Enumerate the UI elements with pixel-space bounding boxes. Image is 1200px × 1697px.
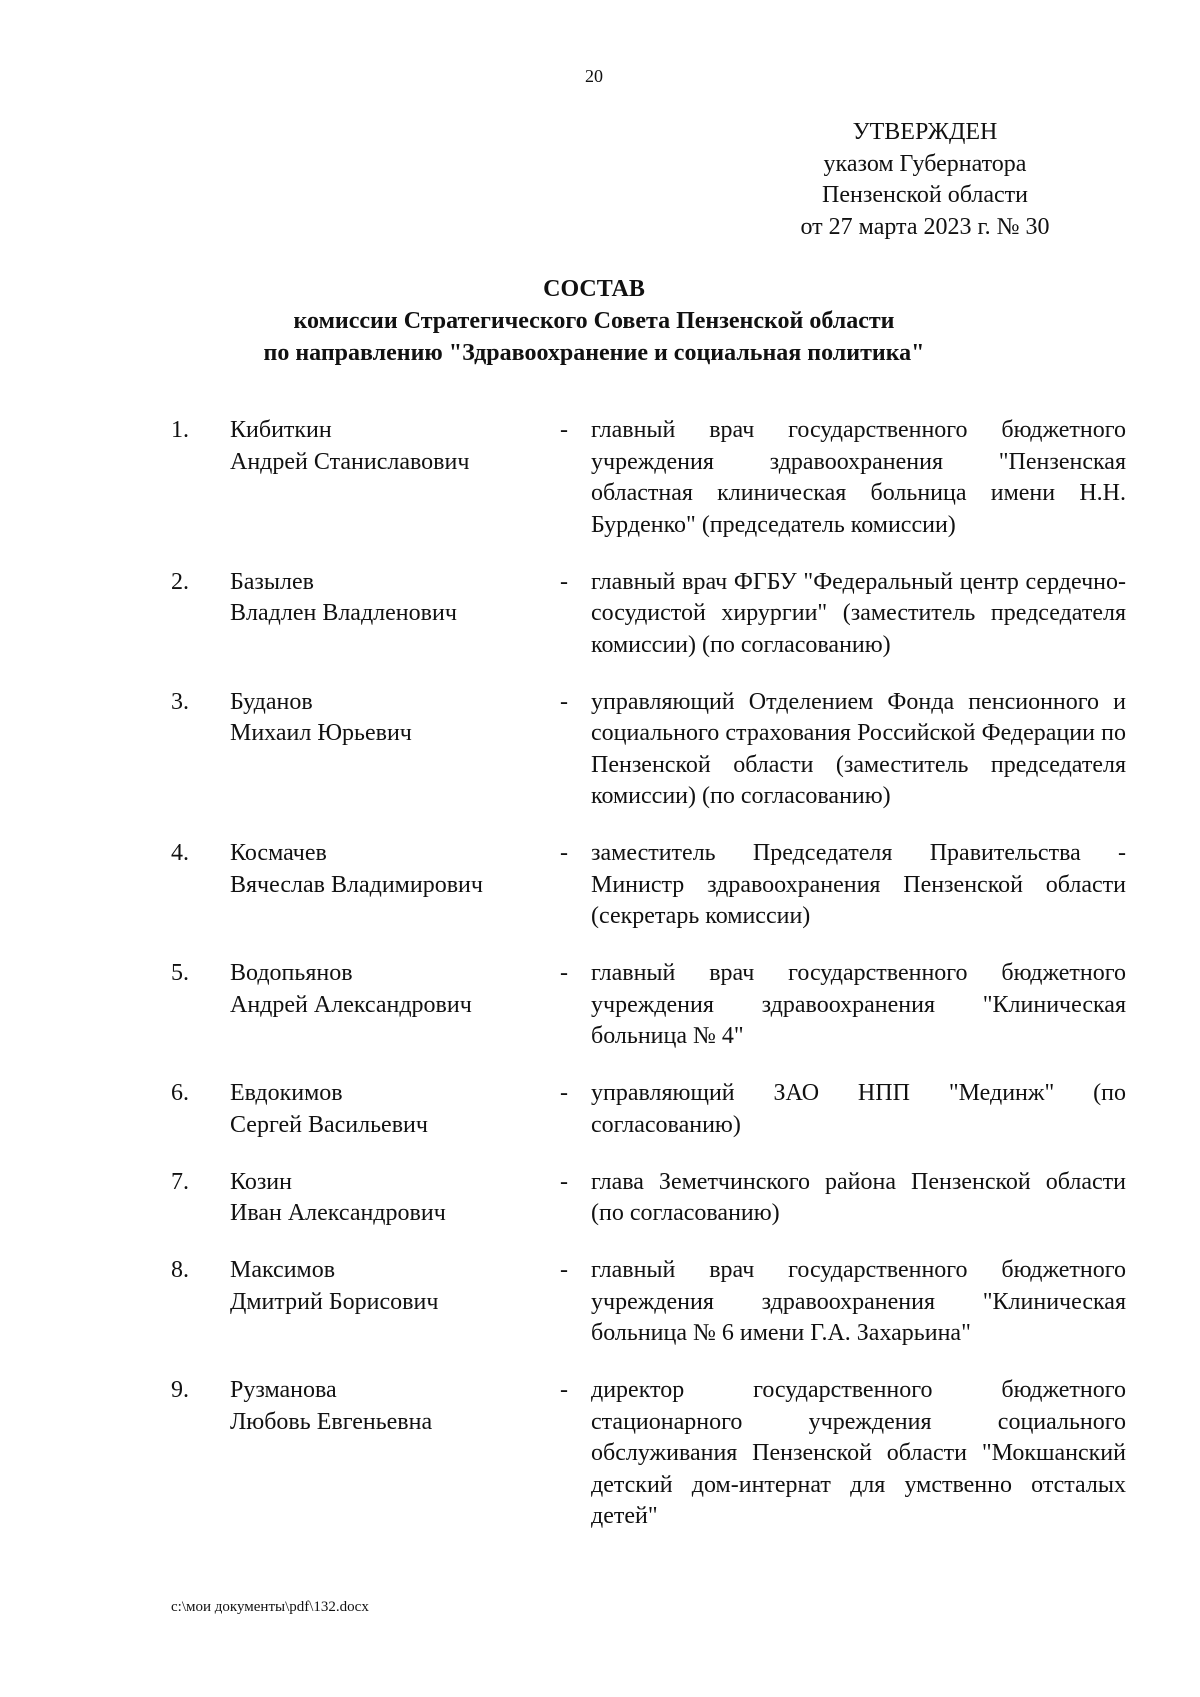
- member-given-names: Иван Александрович: [230, 1200, 446, 1226]
- member-given-names: Сергей Васильевич: [230, 1111, 428, 1138]
- dash-separator: -: [560, 568, 568, 595]
- dash-separator: -: [560, 1080, 568, 1106]
- dash-separator: -: [560, 1257, 568, 1283]
- approval-line-1: УТВЕРЖДЕН: [852, 119, 998, 145]
- member-number: 7.: [171, 1168, 189, 1195]
- member-row: [0, 1255, 1200, 1350]
- member-given-names: Владлен Владленович: [230, 600, 457, 626]
- member-given-names: Андрей Александрович: [230, 991, 472, 1018]
- member-given-names: Дмитрий Борисович: [230, 1288, 439, 1315]
- member-number: 6.: [171, 1080, 189, 1106]
- approval-line-4: от 27 марта 2023 г. № 30: [800, 213, 1050, 240]
- footer-file-path: c:\мои документы\pdf\132.docx: [171, 1599, 369, 1615]
- member-name: [230, 1078, 550, 1141]
- title-line-2: комиссии Стратегического Совета Пензенской области: [293, 308, 895, 334]
- member-name: [230, 1167, 550, 1230]
- member-surname: Космачев: [230, 840, 327, 866]
- member-name: [230, 1375, 550, 1438]
- dash-separator: -: [560, 688, 568, 715]
- member-number: 8.: [171, 1257, 189, 1283]
- member-surname: Кибиткин: [230, 417, 332, 443]
- approval-line-2: указом Губернатора: [823, 150, 1027, 177]
- member-given-names: Андрей Станиславович: [230, 448, 470, 475]
- document-title: [0, 273, 1188, 369]
- member-position: управляющий Отделением Фонда пенсионного и социального страхования Российской Федерации по Пензенской области (заместитель председателя комиссии) (по согласованию): [591, 688, 1126, 809]
- dash-separator: -: [560, 1168, 568, 1195]
- member-position: директор государственного бюджетного стационарного учреждения социального обслуживания Пензенской области "Мокшанский детский дом-интернат для умственно отсталых детей": [591, 1377, 1126, 1529]
- member-position: главный врач государственного бюджетного учреждения здравоохранения "Пензенская областная клиническая больница имени Н.Н. Бурденко" (председатель комиссии): [591, 417, 1126, 538]
- member-surname: Буданов: [230, 688, 313, 715]
- member-number: 2.: [171, 568, 189, 595]
- member-surname: Водопьянов: [230, 960, 353, 986]
- title-line-1: СОСТАВ: [543, 276, 645, 302]
- member-number: 9.: [171, 1377, 189, 1403]
- member-name: [230, 687, 550, 750]
- member-position: управляющий ЗАО НПП "Мединж" (по согласованию): [591, 1080, 1126, 1138]
- member-surname: Максимов: [230, 1257, 336, 1283]
- approval-stamp: [700, 117, 1150, 243]
- member-surname: Рузманова: [230, 1377, 337, 1403]
- member-row: [0, 958, 1200, 1053]
- title-line-3: по направлению "Здравоохранение и социальная политика": [263, 340, 925, 366]
- member-position: главный врач государственного бюджетного учреждения здравоохранения "Клиническая больница № 6 имени Г.А. Захарьина": [591, 1257, 1126, 1346]
- member-row: [0, 687, 1200, 813]
- member-row: [0, 1078, 1200, 1141]
- member-number: 3.: [171, 688, 189, 715]
- member-number: 4.: [171, 840, 189, 866]
- member-position: заместитель Председателя Правительства - Министр здравоохранения Пензенской области (секретарь комиссии): [591, 840, 1126, 929]
- member-surname: Базылев: [230, 568, 314, 595]
- dash-separator: -: [560, 960, 568, 986]
- member-surname: Козин: [230, 1168, 292, 1195]
- member-name: [230, 958, 550, 1021]
- member-name: [230, 838, 550, 901]
- dash-separator: -: [560, 840, 568, 866]
- members-list: [0, 415, 1200, 1558]
- member-given-names: Вячеслав Владимирович: [230, 871, 483, 898]
- member-given-names: Любовь Евгеньевна: [230, 1408, 433, 1435]
- member-surname: Евдокимов: [230, 1080, 343, 1106]
- member-number: 1.: [171, 417, 189, 443]
- member-position: глава Земетчинского района Пензенской области (по согласованию): [591, 1168, 1126, 1226]
- dash-separator: -: [560, 417, 568, 443]
- member-position: главный врач ФГБУ "Федеральный центр сердечно-сосудистой хирургии" (заместитель председателя комиссии) (по согласованию): [591, 568, 1126, 658]
- member-row: [0, 838, 1200, 933]
- member-name: [230, 567, 550, 630]
- member-row: [0, 415, 1200, 541]
- page-number: 20: [585, 66, 603, 86]
- member-position: главный врач государственного бюджетного учреждения здравоохранения "Клиническая больница № 4": [591, 960, 1126, 1049]
- dash-separator: -: [560, 1377, 568, 1403]
- member-row: [0, 567, 1200, 662]
- member-row: [0, 1167, 1200, 1230]
- member-row: [0, 1375, 1200, 1533]
- approval-line-3: Пензенской области: [822, 182, 1028, 208]
- member-number: 5.: [171, 960, 189, 986]
- member-name: [230, 1255, 550, 1318]
- member-given-names: Михаил Юрьевич: [230, 720, 412, 746]
- member-name: [230, 415, 550, 478]
